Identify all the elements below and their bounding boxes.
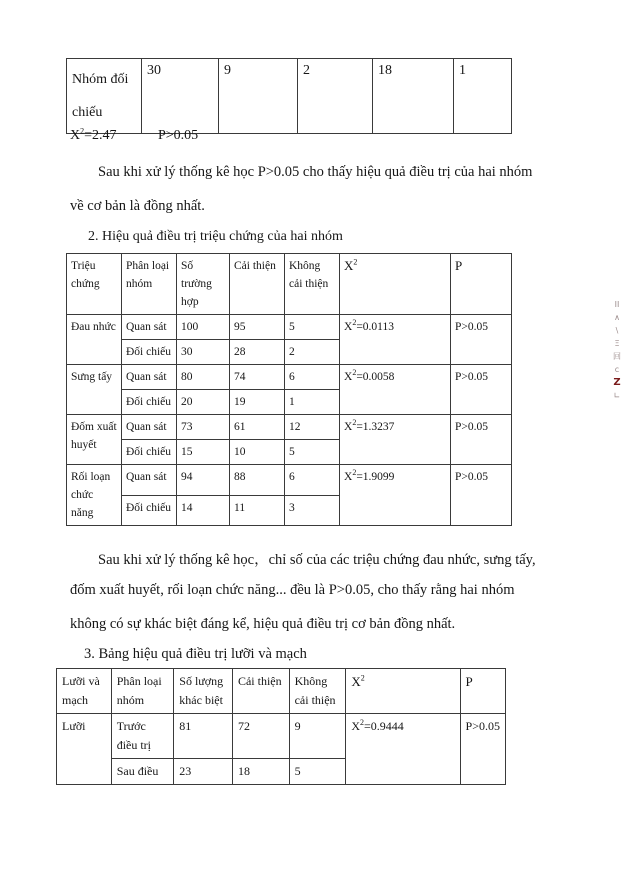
paragraph-line: không có sự khác biệt đáng kể, hiệu quả điều trị cơ bản đồng nhất. [70, 616, 456, 632]
improved-cell: 11 [230, 495, 285, 526]
paragraph-line: đốm xuất huyết, rối loạn chức năng... đều là P>0.05, cho thấy rằng hai nhóm [70, 582, 515, 598]
table-row [67, 315, 512, 340]
table-row [67, 59, 512, 134]
p-cell: P>0.05 [460, 714, 505, 785]
table-row [57, 714, 506, 759]
group-cell: Sau điều [111, 759, 174, 785]
not-improved-cell: 5 [285, 440, 340, 465]
cases-cell: 14 [177, 495, 230, 526]
symptom-cell: Đau nhức [67, 315, 122, 365]
improved-cell: 74 [230, 365, 285, 390]
table-row [67, 365, 512, 390]
group-cell: Quan sát [122, 315, 177, 340]
cases-cell: 73 [177, 415, 230, 440]
item-cell: Lưỡi [57, 714, 112, 785]
group-cell: Quan sát [122, 365, 177, 390]
not-improved-cell: 3 [285, 495, 340, 526]
cases-cell: 20 [177, 390, 230, 415]
paragraph-line: Sau khi xử lý thống kê học P>0.05 cho thấy hiệu quả điều trị của hai nhóm [98, 164, 533, 180]
improved-cell: 88 [230, 465, 285, 496]
chi-square-cell: $X^2=0.9444$ [346, 714, 460, 785]
header-cases: Số trường hợp [177, 254, 230, 315]
diff-cell: 23 [174, 759, 233, 785]
cases-cell: 30 [177, 340, 230, 365]
group-cell: Đối chiếu [122, 440, 177, 465]
p-cell: P>0.05 [451, 415, 512, 465]
cases-cell: 15 [177, 440, 230, 465]
p-cell: P>0.05 [451, 365, 512, 415]
p-cell: P>0.05 [451, 315, 512, 365]
margin-stamp-mark: II ∧ \ Ξ 回 ⅽ Ζ ∟ [613, 300, 621, 400]
section-heading: 3. Bảng hiệu quả điều trị lưỡi và mạch [84, 646, 307, 662]
cases-cell: 100 [177, 315, 230, 340]
not-improved-cell: 6 [285, 365, 340, 390]
chi-square-cell: $X^2=1.3237$ [340, 415, 451, 465]
table-cell: 18 [373, 59, 454, 134]
table-tongue-pulse-efficacy [56, 668, 506, 785]
not-improved-cell: 5 [285, 315, 340, 340]
header-diff: Số lượng khác biệt [174, 669, 233, 714]
cases-cell: 94 [177, 465, 230, 496]
improved-cell: 61 [230, 415, 285, 440]
chi-square-cell: $X^2=0.0058$ [340, 365, 451, 415]
chi-square-cell: $X^2=1.9099$ [340, 465, 451, 526]
not-improved-cell: 1 [285, 390, 340, 415]
header-item: Lưỡi và mạch [57, 669, 112, 714]
group-label-cell: Nhóm đối chiếu [67, 59, 142, 134]
symptom-cell: Đốm xuất huyết [67, 415, 122, 465]
table-header-row [57, 669, 506, 714]
table-cell: 9 [219, 59, 298, 134]
chi-square-cell: $X^2=0.0113$ [340, 315, 451, 365]
table-row [67, 465, 512, 496]
table-control-group-summary [66, 58, 512, 134]
chi-square-stat: $X^2=2.47$ [70, 126, 117, 143]
paragraph-line: về cơ bản là đồng nhất. [70, 198, 205, 214]
header-symptom: Triệu chứng [67, 254, 122, 315]
improved-cell: 72 [232, 714, 289, 759]
table-cell: 1 [454, 59, 512, 134]
header-p: P [460, 669, 505, 714]
header-improved: Cải thiện [230, 254, 285, 315]
group-cell: Quan sát [122, 465, 177, 496]
header-group: Phân loại nhóm [111, 669, 174, 714]
header-chi-square: $X^2$ [340, 254, 451, 315]
header-p: P [451, 254, 512, 315]
table-symptom-efficacy [66, 253, 512, 526]
not-improved-cell: 6 [285, 465, 340, 496]
group-cell: Đối chiếu [122, 340, 177, 365]
diff-cell: 81 [174, 714, 233, 759]
improved-cell: 19 [230, 390, 285, 415]
improved-cell: 28 [230, 340, 285, 365]
table-cell: 2 [298, 59, 373, 134]
symptom-cell: Rối loạn chức năng [67, 465, 122, 526]
not-improved-cell: 12 [285, 415, 340, 440]
group-cell: Trước điều trị [111, 714, 174, 759]
not-improved-cell: 5 [289, 759, 346, 785]
table-header-row [67, 254, 512, 315]
header-not-improved: Không cải thiện [285, 254, 340, 315]
group-cell: Đối chiếu [122, 390, 177, 415]
group-cell: Đối chiếu [122, 495, 177, 526]
improved-cell: 10 [230, 440, 285, 465]
improved-cell: 95 [230, 315, 285, 340]
p-value-stat: P>0.05 [158, 128, 199, 143]
symptom-cell: Sưng tấy [67, 365, 122, 415]
not-improved-cell: 9 [289, 714, 346, 759]
not-improved-cell: 2 [285, 340, 340, 365]
cases-cell: 80 [177, 365, 230, 390]
section-heading: 2. Hiệu quả điều trị triệu chứng của hai nhóm [88, 229, 343, 244]
improved-cell: 18 [232, 759, 289, 785]
header-not-improved: Không cải thiện [289, 669, 346, 714]
group-cell: Quan sát [122, 415, 177, 440]
header-chi-square: $X^2$ [346, 669, 460, 714]
p-cell: P>0.05 [451, 465, 512, 526]
header-improved: Cải thiện [232, 669, 289, 714]
table-cell: 30 [142, 59, 219, 134]
table-row [67, 415, 512, 440]
header-group: Phân loại nhóm [122, 254, 177, 315]
paragraph-line: Sau khi xử lý thống kê học，chỉ số của các triệu chứng đau nhức, sưng tấy, [98, 552, 536, 568]
